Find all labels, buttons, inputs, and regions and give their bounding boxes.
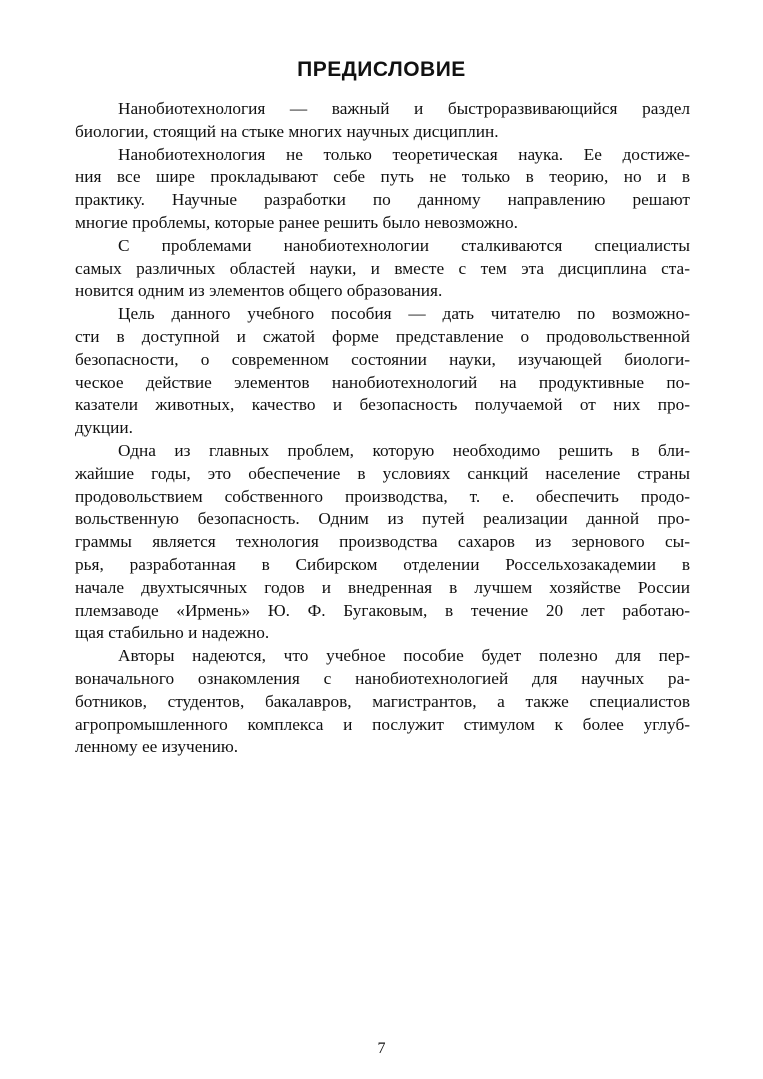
text-line: Авторы надеются, что учебное пособие будет полезно для пер-	[118, 646, 690, 666]
text-line: безопасности, о современном состоянии науки, изучающей биологи-	[75, 349, 690, 369]
text-line: воначального ознакомления с нанобиотехнологией для научных ра-	[75, 668, 690, 688]
text-line: ческое действие элементов нанобиотехнологий на продуктивные по-	[75, 372, 690, 392]
text-line: казатели животных, качество и безопасность получаемой от них про-	[75, 395, 690, 415]
text-line: многие проблемы, которые ранее решить было невозможно.	[75, 212, 518, 232]
page-number: 7	[377, 1040, 386, 1057]
text-line: вольственную безопасность. Одним из путей реализации данной про-	[75, 509, 690, 529]
paragraph-1	[75, 98, 690, 144]
text-line: рья, разработанная в Сибирском отделении Россельхозакадемии в	[75, 554, 690, 574]
preface-body	[75, 98, 690, 759]
text-line: жайшие годы, это обеспечение в условиях санкций население страны	[75, 463, 690, 483]
text-line: самых различных областей науки, и вместе с тем эта дисциплина ста-	[75, 258, 690, 278]
text-line: агропромышленного комплекса и послужит стимулом к более углуб-	[75, 714, 690, 734]
text-line: ленному ее изучению.	[75, 737, 239, 757]
text-line: новится одним из элементов общего образования.	[75, 281, 443, 301]
paragraph-6	[75, 645, 690, 759]
page-title: ПРЕДИСЛОВИЕ	[297, 58, 466, 81]
text-line: практику. Научные разработки по данному направлению решают	[75, 190, 690, 210]
paragraph-2	[75, 144, 690, 235]
text-line: С проблемами нанобиотехнологии сталкиваются специалисты	[118, 235, 690, 255]
text-line: начале двухтысячных годов и внедренная в лучшем хозяйстве России	[75, 577, 690, 597]
paragraph-4	[75, 303, 690, 440]
text-line: Нанобиотехнология — важный и быстроразвивающийся раздел	[118, 99, 690, 118]
text-line: сти в доступной и сжатой форме представление о продовольственной	[75, 326, 690, 346]
text-line: продовольствием собственного производства, т. е. обеспечить продо-	[75, 486, 690, 506]
text-line: ния все шире прокладывают себе путь не только в теорию, но и в	[75, 167, 690, 187]
text-line: ботников, студентов, бакалавров, магистрантов, а также специалистов	[75, 691, 690, 711]
text-line: Нанобиотехнология не только теоретическая наука. Ее достиже-	[118, 144, 690, 164]
text-line: племзаводе «Ирмень» Ю. Ф. Бугаковым, в течение 20 лет работаю-	[75, 600, 690, 620]
text-line: биологии, стоящий на стыке многих научных дисциплин.	[75, 121, 499, 141]
text-line: Цель данного учебного пособия — дать читателю по возможно-	[118, 304, 690, 324]
text-line: дукции.	[75, 418, 133, 438]
paragraph-5	[75, 440, 690, 645]
text-line: Одна из главных проблем, которую необходимо решить в бли-	[118, 440, 690, 460]
paragraph-3	[75, 235, 690, 303]
text-line: граммы является технология производства сахаров из зернового сы-	[75, 532, 690, 552]
text-line: щая стабильно и надежно.	[75, 623, 270, 643]
